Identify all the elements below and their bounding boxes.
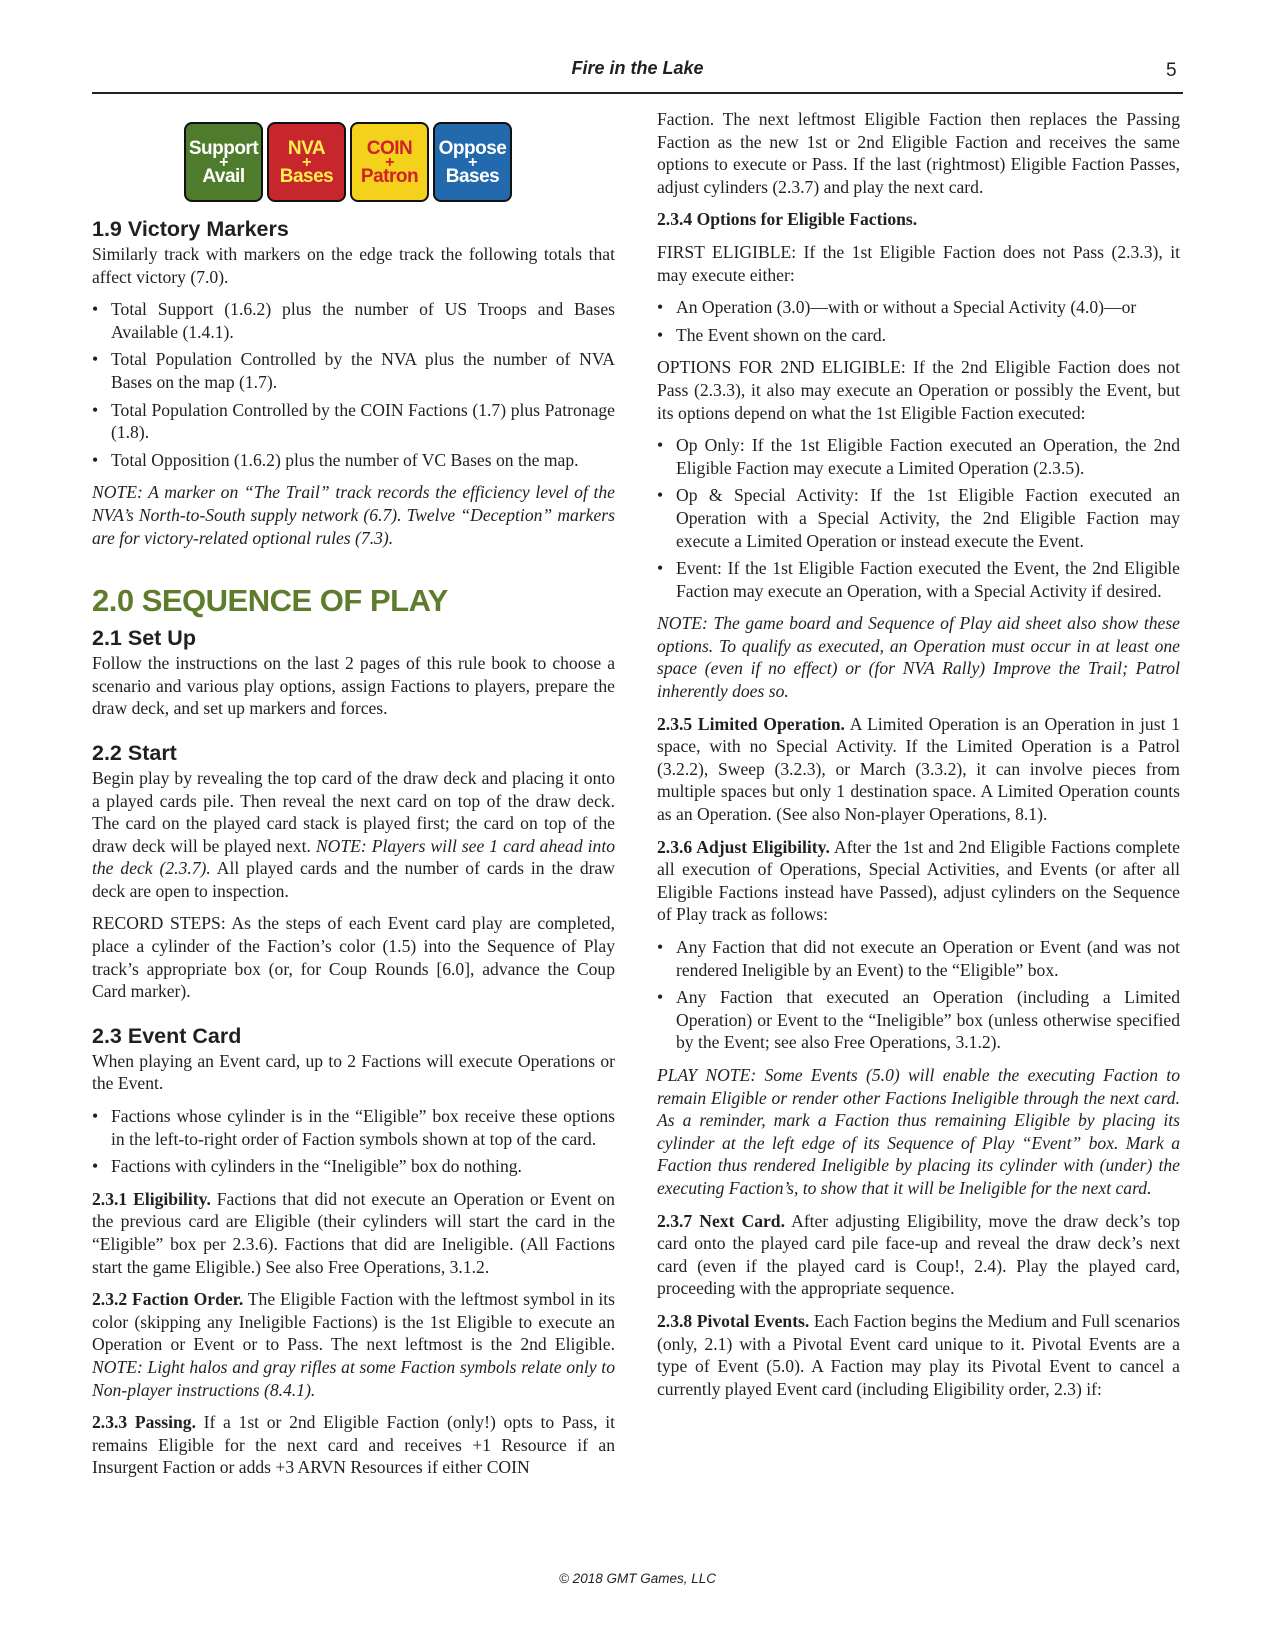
list-item: • Factions whose cylinder is in the “Eligible” box receive these options in the left-to-right order of Faction symbols shown at top of the card. xyxy=(92,1105,615,1150)
text-run: If a 1st or 2nd Eligible Faction (only!) opts to Pass, it remains Eligible for the next card and receives +1 Resource if an Insurgent Faction or adds +3 ARVN Resources if either COIN xyxy=(92,1412,615,1478)
text-run: After the 1st and 2nd Eligible Factions complete all execution of Operations, Special Activities, and Events (or after all Eligible Factions instead have Passed), adjust cylinders on the Sequence of Play track as follows: xyxy=(657,836,1180,925)
bullet-list xyxy=(92,1105,615,1178)
text-run: The Eligible Faction with the leftmost symbol in its color (skipping any Ineligible Factions) is the 1st Eligible to execute an Operation or Event or to Pass. The next leftmost is the 2nd Eligible. xyxy=(92,1289,615,1355)
rule-label: 2.3.6 Adjust Eligibility. xyxy=(657,836,830,857)
paragraph xyxy=(92,767,615,903)
paragraph: Faction. The next leftmost Eligible Faction then replaces the Passing Faction as the new 1st or 2nd Eligible Faction and receives the same options to execute or Pass. If the last (rightmost) Eligible Faction Passes, adjust cylinders (2.3.7) and play the next card. xyxy=(657,109,1180,197)
inline-note: NOTE: Light halos and gray rifles at some Faction symbols relate only to Non-player instructions (8.4.1). xyxy=(92,1356,615,1400)
running-header-title: Fire in the Lake xyxy=(571,58,704,78)
note-paragraph: NOTE: The game board and Sequence of Play aid sheet also show these options. To qualify as executed, an Operation must occur in at least one space (even if no effect) or (for NVA Rally) Improve the Trail; Patrol inherently does so. xyxy=(657,613,1180,702)
oppose-bases-marker xyxy=(433,122,512,202)
rule-label: 2.3.2 Faction Order. xyxy=(92,1289,244,1310)
rule-paragraph xyxy=(657,713,1180,826)
marker-line2: Patron xyxy=(360,165,419,187)
page-footer: © 2018 GMT Games, LLC xyxy=(558,1571,716,1586)
section-heading-2-1: 2.1 Set Up xyxy=(92,626,196,651)
list-item: • The Event shown on the card. xyxy=(657,324,1180,347)
list-item: • Op Only: If the 1st Eligible Faction executed an Operation, the 2nd Eligible Faction may execute a Limited Operation (2.3.5). xyxy=(657,434,1180,479)
marker-line1: COIN xyxy=(366,137,413,159)
right-column xyxy=(657,108,1180,1410)
paragraph: RECORD STEPS: As the steps of each Event card play are completed, place a cylinder of the Faction’s color (1.5) into the Sequence of Play track’s appropriate box (or, for Coup Rounds [6.0], advance the Coup Card marker). xyxy=(92,913,615,1002)
section-heading-2-2: 2.2 Start xyxy=(92,740,177,765)
marker-plus: + xyxy=(219,153,228,171)
list-item: • Total Opposition (1.6.2) plus the number of VC Bases on the map. xyxy=(92,449,615,472)
header-rule xyxy=(92,92,1183,94)
paragraph: OPTIONS FOR 2ND ELIGIBLE: If the 2nd Eligible Faction does not Pass (2.3.3), it also may execute an Operation or possibly the Event, but its options depend on what the 1st Eligible Faction executed: xyxy=(657,357,1180,423)
rule-paragraph xyxy=(657,1310,1180,1400)
text-run: Factions that did not execute an Operation or Event on the previous card are Eligible (their cylinders will start the card in the “Eligible” box per 2.3.6). Factions that did are Ineligible. (All Factions start the game Eligible.) See also Free Operations, 3.1.2. xyxy=(92,1188,615,1277)
marker-line2: Bases xyxy=(279,165,334,187)
text-run: A Limited Operation is an Operation in just 1 space, with no Special Activity. If the Limited Operation is a Patrol (3.2.2), Sweep (3.2.3), or March (3.3.2), it can involve pieces from multiple spaces but only 1 destination space. A Limited Operation counts as an Operation. (See also Non-player Operations, 8.1). xyxy=(657,713,1180,825)
victory-marker-images xyxy=(184,122,615,202)
marker-line2: Avail xyxy=(202,165,245,187)
list-item: • Total Population Controlled by the NVA plus the number of NVA Bases on the map (1.7). xyxy=(92,348,615,393)
rule-label: 2.3.3 Passing. xyxy=(92,1412,196,1433)
paragraph: Similarly track with markers on the edge track the following totals that affect victory (7.0). xyxy=(92,244,615,287)
section-heading-2-3: 2.3 Event Card xyxy=(92,1023,242,1048)
marker-line2: Bases xyxy=(445,165,500,187)
note-paragraph: NOTE: A marker on “The Trail” track records the efficiency level of the NVA’s North-to-South supply network (6.7). Twelve “Deception” markers are for victory-related optional rules (7.3). xyxy=(92,482,615,548)
rule-paragraph xyxy=(92,1288,615,1401)
marker-line1: Oppose xyxy=(438,137,507,159)
text-run: Each Faction begins the Medium and Full scenarios (only, 2.1) with a Pivotal Event card unique to it. Pivotal Events are a type of Event (5.0). A Faction may play its Pivotal Event to cancel a currently played Event card (including Eligibility order, 2.3) if: xyxy=(657,1310,1180,1399)
text-run: Begin play by revealing the top card of the draw deck and placing it onto a played cards pile. Then reveal the next card on top of the draw deck. The card on the played card stack is played first; the card on top of the draw deck will be played next. xyxy=(92,767,615,856)
rule-label: 2.3.5 Limited Operation. xyxy=(657,713,845,734)
rule-label: 2.3.1 Eligibility. xyxy=(92,1188,211,1209)
marker-plus: + xyxy=(385,153,394,171)
rule-label: 2.3.7 Next Card. xyxy=(657,1210,785,1231)
coin-patron-marker xyxy=(350,122,429,202)
bullet-list xyxy=(657,434,1180,602)
rule-paragraph xyxy=(92,1188,615,1278)
list-item: • An Operation (3.0)—with or without a Special Activity (4.0)—or xyxy=(657,296,1180,319)
paragraph: Follow the instructions on the last 2 pages of this rule book to choose a scenario and various play options, assign Factions to players, prepare the draw deck, and set up markers and forces. xyxy=(92,653,615,719)
marker-plus: + xyxy=(468,153,477,171)
paragraph: When playing an Event card, up to 2 Factions will execute Operations or the Event. xyxy=(92,1050,615,1094)
rule-label: 2.3.8 Pivotal Events. xyxy=(657,1310,810,1331)
rule-paragraph xyxy=(657,836,1180,926)
list-item: • Any Faction that did not execute an Operation or Event (and was not rendered Ineligible by an Event) to the “Eligible” box. xyxy=(657,936,1180,981)
nva-bases-marker xyxy=(267,122,346,202)
play-note-paragraph: PLAY NOTE: Some Events (5.0) will enable the executing Faction to remain Eligible or render other Factions Ineligible through the next card. As a reminder, mark a Faction thus remaining Eligible by placing its cylinder at the left edge of its Sequence of Play “Event” box. Mark a Faction thus rendered Ineligible by placing its cylinder with (under) the executing Faction’s, to show that it will be Ineligible for the next card. xyxy=(657,1064,1180,1198)
section-heading-1-9: 1.9 Victory Markers xyxy=(92,217,289,241)
rule-heading: 2.3.4 Options for Eligible Factions. xyxy=(657,209,918,230)
marker-line1: Support xyxy=(188,137,259,159)
chapter-heading-2-0: 2.0 SEQUENCE OF PLAY xyxy=(92,583,448,619)
left-column xyxy=(92,108,615,1489)
bullet-list xyxy=(92,298,615,471)
inline-note: NOTE: Players will see 1 card ahead into the deck (2.3.7). xyxy=(92,835,616,879)
text-run: After adjusting Eligibility, move the draw deck’s top card onto the played card pile face-up and reveal the draw deck’s next card (even if the played card is Coup!, 2.4). Play the played card, proceeding with the appropriate sequence. xyxy=(657,1210,1180,1299)
paragraph: FIRST ELIGIBLE: If the 1st Eligible Faction does not Pass (2.3.3), it may execute either: xyxy=(657,241,1180,285)
list-item: • Op & Special Activity: If the 1st Eligible Faction executed an Operation with a Special Activity, the 2nd Eligible Faction may execute a Limited Operation or instead execute the Event. xyxy=(657,484,1180,552)
page-number: 5 xyxy=(1166,60,1177,81)
marker-line1: NVA xyxy=(287,137,326,159)
list-item: • Factions with cylinders in the “Ineligible” box do nothing. xyxy=(92,1155,615,1178)
bullet-list xyxy=(657,296,1180,346)
support-avail-marker xyxy=(184,122,263,202)
list-item: • Any Faction that executed an Operation (including a Limited Operation) or Event to the “Ineligible” box (unless otherwise specified by the Event; see also Free Operations, 3.1.2). xyxy=(657,986,1180,1054)
list-item: • Total Population Controlled by the COIN Factions (1.7) plus Patronage (1.8). xyxy=(92,399,615,444)
rule-paragraph xyxy=(657,1210,1180,1300)
text-run: All played cards and the number of cards in the draw deck are open to inspection. xyxy=(92,858,616,901)
list-item: • Event: If the 1st Eligible Faction executed the Event, the 2nd Eligible Faction may execute an Operation, with a Special Activity if desired. xyxy=(657,557,1180,602)
rule-paragraph xyxy=(92,1411,615,1479)
list-item: • Total Support (1.6.2) plus the number of US Troops and Bases Available (1.4.1). xyxy=(92,298,615,343)
marker-plus: + xyxy=(302,153,311,171)
bullet-list xyxy=(657,936,1180,1054)
